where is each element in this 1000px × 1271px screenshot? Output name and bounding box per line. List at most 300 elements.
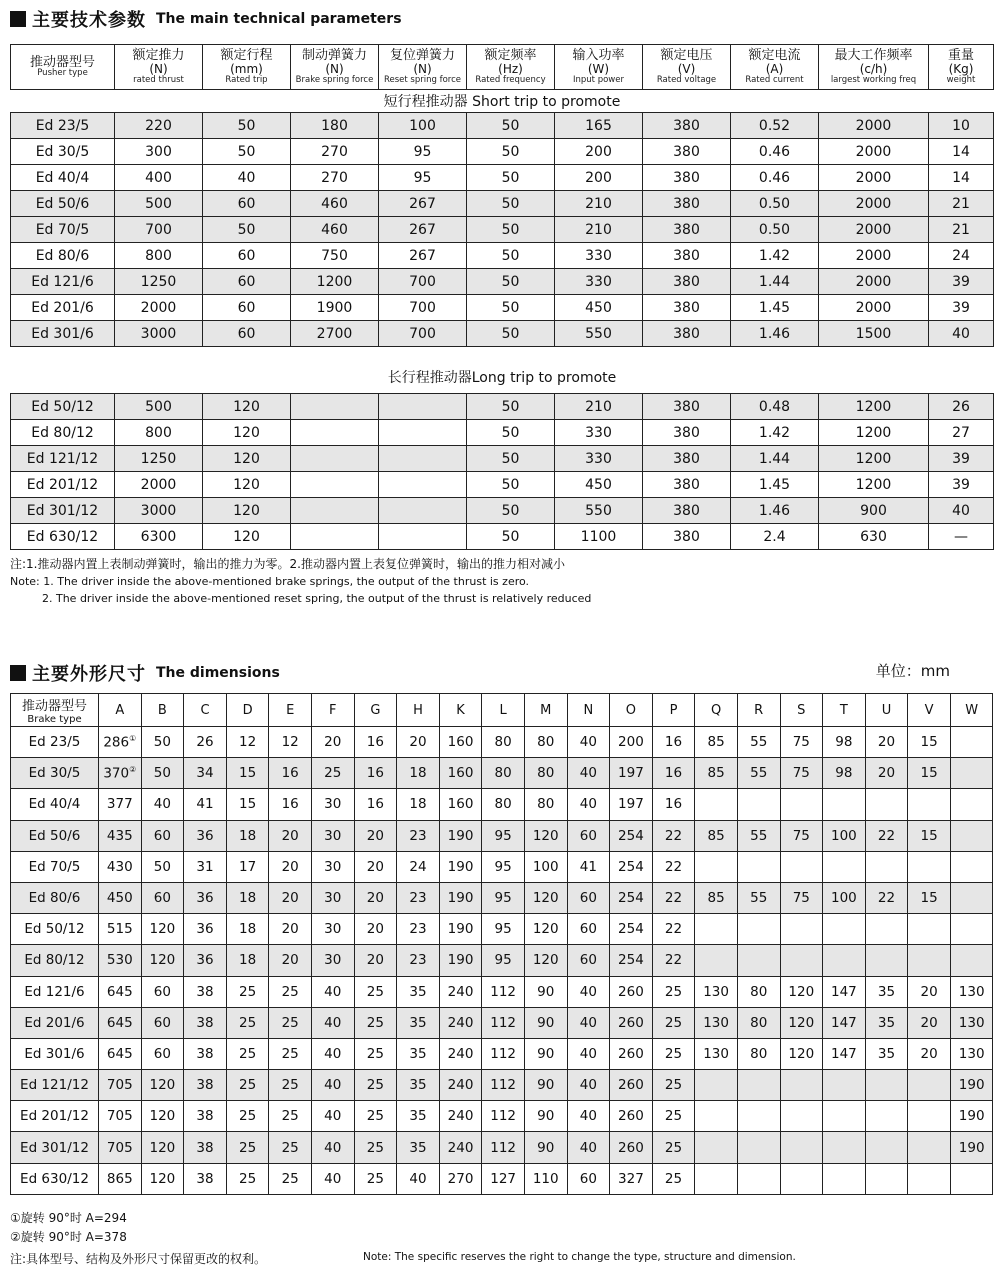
table-cell: 25 <box>269 1007 312 1038</box>
table-cell <box>865 914 908 945</box>
table-cell: 25 <box>354 1038 397 1069</box>
table-cell: 15 <box>908 727 951 758</box>
table-cell: 120 <box>203 394 291 420</box>
table-cell: 17 <box>226 851 269 882</box>
table-cell: 380 <box>643 191 731 217</box>
table-cell: 95 <box>482 882 525 913</box>
table-cell: 112 <box>482 976 525 1007</box>
table-cell: — <box>929 524 994 550</box>
table-cell: 20 <box>269 882 312 913</box>
table-cell: 50 <box>467 269 555 295</box>
table-cell <box>695 851 738 882</box>
table-cell: 110 <box>524 1163 567 1194</box>
table-cell: 16 <box>652 758 695 789</box>
table-cell <box>780 914 823 945</box>
type-cell: Ed 121/12 <box>11 1070 99 1101</box>
table-cell: 120 <box>141 1132 184 1163</box>
table-cell <box>695 789 738 820</box>
footnote-mark: ② <box>129 765 137 775</box>
table-cell: 50 <box>467 472 555 498</box>
table-cell: 18 <box>226 820 269 851</box>
table-cell: 1.46 <box>731 321 819 347</box>
table-cell <box>737 1070 780 1101</box>
table-cell: 36 <box>184 914 227 945</box>
table-cell: 705 <box>99 1070 142 1101</box>
header-en: Input power <box>573 74 624 85</box>
table-cell: 120 <box>780 1007 823 1038</box>
table-cell: 35 <box>397 976 440 1007</box>
table-cell: 75 <box>780 758 823 789</box>
table-cell: 705 <box>99 1132 142 1163</box>
header-cn: 推动器型号 <box>21 699 87 714</box>
section-label: 长行程推动器Long trip to promote <box>11 347 994 394</box>
table-cell: 20 <box>354 851 397 882</box>
table-cell: 190 <box>950 1070 993 1101</box>
table-cell: 0.46 <box>731 139 819 165</box>
table-cell: 450 <box>555 472 643 498</box>
tech-header-cell <box>291 45 379 90</box>
table-cell: 50 <box>203 217 291 243</box>
table-cell: 25 <box>269 976 312 1007</box>
table-cell: 197 <box>610 789 653 820</box>
type-cell: Ed 23/5 <box>11 727 99 758</box>
table-cell: 60 <box>141 976 184 1007</box>
table-cell: 210 <box>555 394 643 420</box>
table-cell: 50 <box>203 113 291 139</box>
table-cell: 22 <box>652 945 695 976</box>
header-cn: 额定电流 <box>748 48 801 64</box>
table-cell: 130 <box>695 1007 738 1038</box>
table-cell <box>291 420 379 446</box>
table-cell: 23 <box>397 914 440 945</box>
table-cell: 95 <box>379 165 467 191</box>
table-row <box>11 446 994 472</box>
table-cell: 40 <box>567 758 610 789</box>
table-cell: 1500 <box>819 321 929 347</box>
table-cell: 197 <box>610 758 653 789</box>
type-cell: Ed 630/12 <box>11 1163 99 1194</box>
table-cell: 300 <box>115 139 203 165</box>
table-cell <box>908 945 951 976</box>
table-cell <box>908 851 951 882</box>
table-cell: 50 <box>141 758 184 789</box>
table-cell: 24 <box>397 851 440 882</box>
table-cell: 40 <box>311 1163 354 1194</box>
header-unit: (Hz) <box>498 62 523 77</box>
table-cell: 30 <box>311 882 354 913</box>
table-cell: 380 <box>643 295 731 321</box>
table-cell: 40 <box>141 789 184 820</box>
dims-header-row <box>11 694 993 727</box>
table-row <box>11 321 994 347</box>
table-cell: 38 <box>184 1070 227 1101</box>
table-cell: 20 <box>865 727 908 758</box>
table-cell: 25 <box>652 976 695 1007</box>
table-cell: 25 <box>269 1070 312 1101</box>
table-cell: 112 <box>482 1038 525 1069</box>
table-cell: 40 <box>311 1070 354 1101</box>
table-cell: 16 <box>652 727 695 758</box>
table-cell: 90 <box>524 1038 567 1069</box>
table-cell <box>737 1163 780 1194</box>
table-cell <box>780 1101 823 1132</box>
dims-title-en: The dimensions <box>156 665 280 681</box>
table-cell: 60 <box>203 269 291 295</box>
table-cell: 16 <box>652 789 695 820</box>
table-cell: 380 <box>643 420 731 446</box>
table-cell <box>291 394 379 420</box>
table-cell <box>908 1101 951 1132</box>
table-cell: 95 <box>482 945 525 976</box>
table-cell: 25 <box>226 1101 269 1132</box>
table-cell: 36 <box>184 945 227 976</box>
table-cell: 380 <box>643 498 731 524</box>
table-cell: 190 <box>439 851 482 882</box>
table-cell: 267 <box>379 191 467 217</box>
table-cell: 254 <box>610 914 653 945</box>
table-cell: 267 <box>379 243 467 269</box>
dims-header-cell: M <box>524 694 567 727</box>
header-unit: (W) <box>587 62 610 77</box>
table-row <box>11 851 993 882</box>
dims-title-cn: 主要外形尺寸 <box>32 664 146 685</box>
table-cell: 15 <box>908 820 951 851</box>
table-cell: 380 <box>643 165 731 191</box>
table-cell: 90 <box>524 976 567 1007</box>
table-cell: 327 <box>610 1163 653 1194</box>
table-cell: 60 <box>203 321 291 347</box>
table-cell <box>908 1070 951 1101</box>
table-cell: 10 <box>929 113 994 139</box>
section-label-row <box>11 347 994 394</box>
tech-header-cell <box>203 45 291 90</box>
table-cell: 190 <box>950 1101 993 1132</box>
table-cell: 120 <box>203 420 291 446</box>
dims-header-cell: F <box>311 694 354 727</box>
table-cell <box>695 1132 738 1163</box>
table-cell: 260 <box>610 976 653 1007</box>
table-cell: 60 <box>203 295 291 321</box>
table-cell: 25 <box>269 1101 312 1132</box>
table-cell: 705 <box>99 1101 142 1132</box>
table-cell: 3000 <box>115 321 203 347</box>
table-cell: 25 <box>652 1038 695 1069</box>
header-unit: (mm) <box>230 62 263 77</box>
table-cell <box>865 1070 908 1101</box>
header-unit: (Kg) <box>948 62 974 77</box>
dims-header-type <box>11 694 99 727</box>
table-cell: Ed 70/5 <box>11 217 115 243</box>
table-cell: 147 <box>823 976 866 1007</box>
table-cell: 380 <box>643 139 731 165</box>
table-cell: 1.44 <box>731 269 819 295</box>
table-cell: 550 <box>555 498 643 524</box>
table-cell: 16 <box>269 789 312 820</box>
table-cell: 40 <box>567 1101 610 1132</box>
table-cell: 112 <box>482 1007 525 1038</box>
table-cell: 190 <box>439 882 482 913</box>
table-cell <box>737 851 780 882</box>
header-cn: 额定频率 <box>484 48 537 64</box>
table-cell: 22 <box>652 851 695 882</box>
table-cell: 800 <box>115 243 203 269</box>
table-cell: 700 <box>379 295 467 321</box>
table-cell: 80 <box>524 727 567 758</box>
table-cell <box>780 945 823 976</box>
table-cell: 30 <box>311 945 354 976</box>
table-cell <box>737 1132 780 1163</box>
table-cell: 16 <box>354 758 397 789</box>
table-cell: 24 <box>929 243 994 269</box>
table-cell <box>379 498 467 524</box>
table-cell: 25 <box>269 1038 312 1069</box>
table-cell: 55 <box>737 882 780 913</box>
table-cell: 98 <box>823 758 866 789</box>
table-cell: 36 <box>184 882 227 913</box>
table-cell: 130 <box>950 1007 993 1038</box>
table-cell <box>865 1101 908 1132</box>
table-cell <box>379 420 467 446</box>
table-cell: 2000 <box>819 113 929 139</box>
table-cell: 50 <box>203 139 291 165</box>
table-cell: 330 <box>555 446 643 472</box>
table-row <box>11 1038 993 1069</box>
table-cell: 40 <box>203 165 291 191</box>
table-cell: 20 <box>269 945 312 976</box>
table-cell: 20 <box>269 820 312 851</box>
table-cell: Ed 80/6 <box>11 243 115 269</box>
table-cell: 254 <box>610 851 653 882</box>
table-cell: 254 <box>610 820 653 851</box>
table-cell: 60 <box>567 914 610 945</box>
footnote-2: ②旋转 90°时 A=378 <box>10 1230 127 1244</box>
table-cell: 380 <box>643 217 731 243</box>
table-cell: 25 <box>652 1101 695 1132</box>
table-cell: 130 <box>950 976 993 1007</box>
table-cell: 75 <box>780 727 823 758</box>
table-cell: 120 <box>203 446 291 472</box>
table-cell: 50 <box>467 321 555 347</box>
table-cell: 380 <box>643 269 731 295</box>
table-cell: 380 <box>643 446 731 472</box>
table-cell: 25 <box>226 976 269 1007</box>
table-cell <box>950 882 993 913</box>
table-row <box>11 1163 993 1194</box>
table-cell <box>950 820 993 851</box>
header-cn: 输入功率 <box>572 48 625 64</box>
table-cell: 50 <box>467 217 555 243</box>
table-row <box>11 727 993 758</box>
table-cell: Ed 30/5 <box>11 139 115 165</box>
table-cell: 120 <box>524 914 567 945</box>
table-cell <box>950 789 993 820</box>
table-cell: 380 <box>643 243 731 269</box>
table-cell: 25 <box>354 1070 397 1101</box>
table-cell: 270 <box>439 1163 482 1194</box>
table-cell: Ed 301/6 <box>11 321 115 347</box>
tech-header-cell <box>731 45 819 90</box>
table-cell: 450 <box>99 882 142 913</box>
header-en: Rated voltage <box>656 74 717 85</box>
table-cell: 16 <box>354 789 397 820</box>
table-cell: 100 <box>524 851 567 882</box>
tech-title-en: The main technical parameters <box>156 11 402 27</box>
table-cell: 38 <box>184 1101 227 1132</box>
table-cell <box>695 1070 738 1101</box>
header-cn: 复位弹簧力 <box>389 48 455 64</box>
tech-header-cell <box>929 45 994 90</box>
type-cell: Ed 70/5 <box>11 851 99 882</box>
table-cell: 20 <box>354 914 397 945</box>
table-cell <box>737 945 780 976</box>
table-cell: 35 <box>865 1038 908 1069</box>
table-cell: 500 <box>115 191 203 217</box>
table-cell <box>379 394 467 420</box>
table-cell: 450 <box>555 295 643 321</box>
table-row <box>11 394 994 420</box>
table-cell: 50 <box>467 139 555 165</box>
table-cell: 50 <box>141 727 184 758</box>
footnote-en: Note: The specific reserves the right to change the type, structure and dimension. <box>363 1251 796 1263</box>
table-row <box>11 295 994 321</box>
table-cell: 2.4 <box>731 524 819 550</box>
table-cell: 35 <box>865 976 908 1007</box>
table-row <box>11 420 994 446</box>
table-cell: 1200 <box>819 472 929 498</box>
table-cell: 35 <box>865 1007 908 1038</box>
table-cell: 530 <box>99 945 142 976</box>
dims-header-cell: A <box>99 694 142 727</box>
type-cell: Ed 50/6 <box>11 820 99 851</box>
table-cell: Ed 50/6 <box>11 191 115 217</box>
table-cell <box>950 914 993 945</box>
table-cell: 12 <box>269 727 312 758</box>
table-cell: 36 <box>184 820 227 851</box>
table-cell: 18 <box>226 945 269 976</box>
table-cell: 120 <box>141 1101 184 1132</box>
table-row <box>11 758 993 789</box>
dims-header-cell: C <box>184 694 227 727</box>
table-cell: 160 <box>439 727 482 758</box>
table-cell: 85 <box>695 758 738 789</box>
table-cell: 286① <box>99 727 142 758</box>
table-cell: 130 <box>695 976 738 1007</box>
tech-section-title <box>10 6 402 32</box>
table-cell: 112 <box>482 1132 525 1163</box>
dims-header-cell: E <box>269 694 312 727</box>
table-cell <box>379 472 467 498</box>
table-cell: 90 <box>524 1007 567 1038</box>
header-en: Rated current <box>745 74 804 85</box>
table-cell <box>908 789 951 820</box>
header-cn: 额定推力 <box>132 48 185 64</box>
table-cell: 85 <box>695 882 738 913</box>
table-cell <box>823 914 866 945</box>
header-en: largest working freq <box>830 74 917 85</box>
table-cell: 25 <box>269 1163 312 1194</box>
table-cell: 220 <box>115 113 203 139</box>
type-cell: Ed 121/6 <box>11 976 99 1007</box>
table-cell <box>865 945 908 976</box>
table-cell: 25 <box>226 1163 269 1194</box>
table-cell: 38 <box>184 1163 227 1194</box>
type-cell: Ed 201/6 <box>11 1007 99 1038</box>
table-cell: 35 <box>397 1007 440 1038</box>
table-cell: 31 <box>184 851 227 882</box>
type-cell: Ed 40/4 <box>11 789 99 820</box>
table-cell: 40 <box>311 976 354 1007</box>
table-cell: 12 <box>226 727 269 758</box>
table-cell: 180 <box>291 113 379 139</box>
table-cell: 380 <box>643 321 731 347</box>
table-cell: 20 <box>354 820 397 851</box>
table-cell: 645 <box>99 976 142 1007</box>
table-cell <box>780 1132 823 1163</box>
table-row <box>11 191 994 217</box>
table-cell: 750 <box>291 243 379 269</box>
table-row <box>11 914 993 945</box>
table-cell: 50 <box>467 394 555 420</box>
table-cell: 240 <box>439 1007 482 1038</box>
header-cn: 推动器型号 <box>29 54 95 70</box>
table-cell: 1.44 <box>731 446 819 472</box>
table-cell <box>780 851 823 882</box>
table-cell: 400 <box>115 165 203 191</box>
table-cell: 40 <box>567 789 610 820</box>
table-cell: 6300 <box>115 524 203 550</box>
table-cell: 435 <box>99 820 142 851</box>
table-cell: 23 <box>397 882 440 913</box>
table-cell <box>737 1101 780 1132</box>
table-cell: 127 <box>482 1163 525 1194</box>
table-cell <box>823 945 866 976</box>
table-cell: 60 <box>203 191 291 217</box>
table-cell: 95 <box>482 820 525 851</box>
table-cell: 20 <box>354 945 397 976</box>
table-cell: 1.46 <box>731 498 819 524</box>
table-cell: 20 <box>311 727 354 758</box>
table-row <box>11 789 993 820</box>
table-cell: 25 <box>652 1132 695 1163</box>
table-cell: 27 <box>929 420 994 446</box>
table-cell: 41 <box>567 851 610 882</box>
table-cell: 3000 <box>115 498 203 524</box>
table-cell: 25 <box>354 976 397 1007</box>
table-cell: 40 <box>567 976 610 1007</box>
table-row <box>11 269 994 295</box>
table-cell: 39 <box>929 295 994 321</box>
table-cell: 190 <box>950 1132 993 1163</box>
table-cell: 120 <box>141 1070 184 1101</box>
table-cell: 25 <box>354 1163 397 1194</box>
table-cell: 165 <box>555 113 643 139</box>
table-cell: 190 <box>439 820 482 851</box>
table-cell: 85 <box>695 820 738 851</box>
table-cell <box>950 727 993 758</box>
table-cell: 30 <box>311 851 354 882</box>
header-unit: (A) <box>765 62 784 77</box>
table-cell: 30 <box>311 820 354 851</box>
table-cell: 377 <box>99 789 142 820</box>
table-cell: 20 <box>397 727 440 758</box>
table-cell: 14 <box>929 165 994 191</box>
type-cell: Ed 301/6 <box>11 1038 99 1069</box>
table-cell: 75 <box>780 820 823 851</box>
dims-header-cell: W <box>950 694 993 727</box>
table-row <box>11 165 994 191</box>
table-cell: Ed 201/6 <box>11 295 115 321</box>
table-cell: 60 <box>141 1038 184 1069</box>
